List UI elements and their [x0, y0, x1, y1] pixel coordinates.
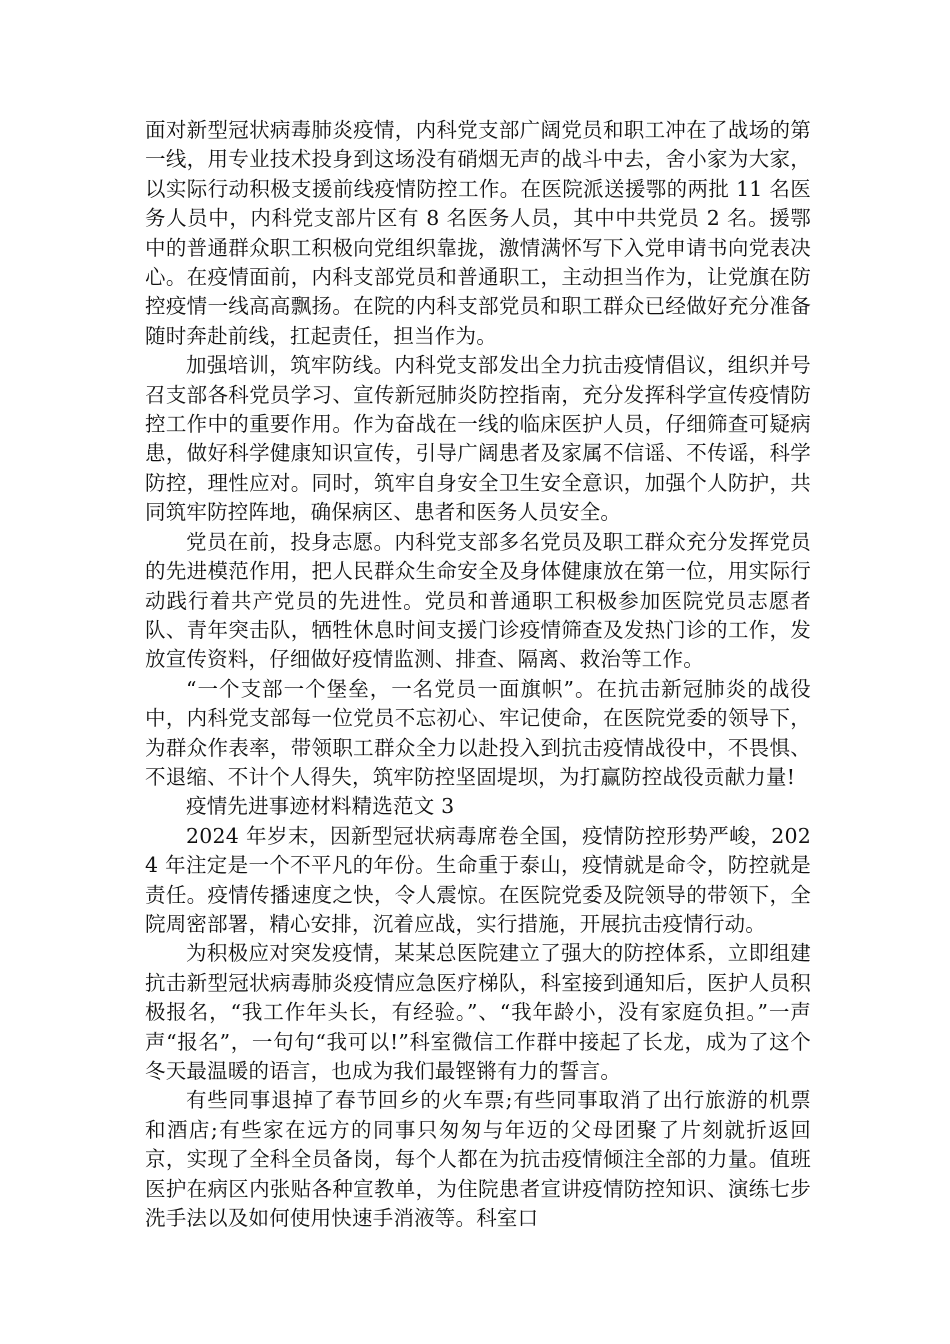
section-heading: 疫情先进事迹材料精选范文 3	[186, 794, 455, 819]
document-page	[145, 116, 811, 1233]
paragraph-colleagues: 有些同事退掉了春节回乡的火车票;有些同事取消了出行旅游的机票和酒店;有些家在远方的同事只匆匆与年迈的父母团聚了片刻就折返回京，实现了全科全员备岗，每个人都在为抗击疫情倾注全部的力量。值班医护在病区内张贴各种宣教单，为住院患者宣讲疫情防控知识、演练七步洗手法以及如何使用快速手消液等。科室口	[145, 1088, 811, 1231]
paragraph-volunteer: 党员在前，投身志愿。内科党支部多名党员及职工群众充分发挥党员的先进模范作用，把人民群众生命安全及身体健康放在第一位，用实际行动践行着共产党员的先进性。党员和普通职工积极参加医院党员志愿者队、青年突击队，牺牲休息时间支援门诊疫情筛查及发热门诊的工作，发放宣传资料，仔细做好疫情监测、排查、隔离、救治等工作。	[145, 529, 811, 672]
paragraph-fortress: “一个支部一个堡垒，一名党员一面旗帜”。在抗击新冠肺炎的战役中，内科党支部每一位党员不忘初心、牢记使命，在医院党委的领导下，为群众作表率，带领职工群众全力以赴投入到抗击疫情战役中，不畏惧、不退缩、不计个人得失，筑牢防控坚固堤坝，为打赢防控战役贡献力量!	[145, 676, 811, 789]
paragraph-year-end: 2024 年岁末，因新型冠状病毒席卷全国，疫情防控形势严峻，2024 年注定是一个不平凡的年份。生命重于泰山，疫情就是命令，防控就是责任。疫情传播速度之快，令人震惊。在医院党委及院领导的带领下，全院周密部署，精心安排，沉着应战，实行措施，开展抗击疫情行动。	[145, 823, 811, 936]
paragraph-response: 为积极应对突发疫情，某某总医院建立了强大的防控体系，立即组建抗击新型冠状病毒肺炎疫情应急医疗梯队，科室接到通知后，医护人员积极报名，“我工作年头长，有经验。”、“我年龄小，没有家庭负担。”一声声“报名”，一句句“我可以!”科室微信工作群中接起了长龙，成为了这个冬天最温暖的语言，也成为我们最铿锵有力的誓言。	[145, 941, 811, 1083]
paragraph-frontline: 面对新型冠状病毒肺炎疫情，内科党支部广阔党员和职工冲在了战场的第一线，用专业技术投身到这场没有硝烟无声的战斗中去，舍小家为大家，以实际行动积极支援前线疫情防控工作。在医院派送援鄂的两批 11 名医务人员中，内科党支部片区有 8 名医务人员，其中中共党员 2 名。援鄂中的普通群众职工积极向党组织靠拢，激情满怀写下入党申请书向党表决心。在疫情面前，内科支部党员和普通职工，主动担当作为，让党旗在防控疫情一线高高飘扬。在院的内科支部党员和职工群众已经做好充分准备随时奔赴前线，扛起责任，担当作为。	[145, 118, 811, 348]
paragraph-training: 加强培训，筑牢防线。内科党支部发出全力抗击疫情倡议，组织并号召支部各科党员学习、宣传新冠肺炎防控指南，充分发挥科学宣传疫情防控工作中的重要作用。作为奋战在一线的临床医护人员，仔细筛查可疑病患，做好科学健康知识宣传，引导广阔患者及家属不信谣、不传谣，科学防控，理性应对。同时，筑牢自身安全卫生安全意识，加强个人防护，共同筑牢防控阵地，确保病区、患者和医务人员安全。	[145, 353, 811, 525]
